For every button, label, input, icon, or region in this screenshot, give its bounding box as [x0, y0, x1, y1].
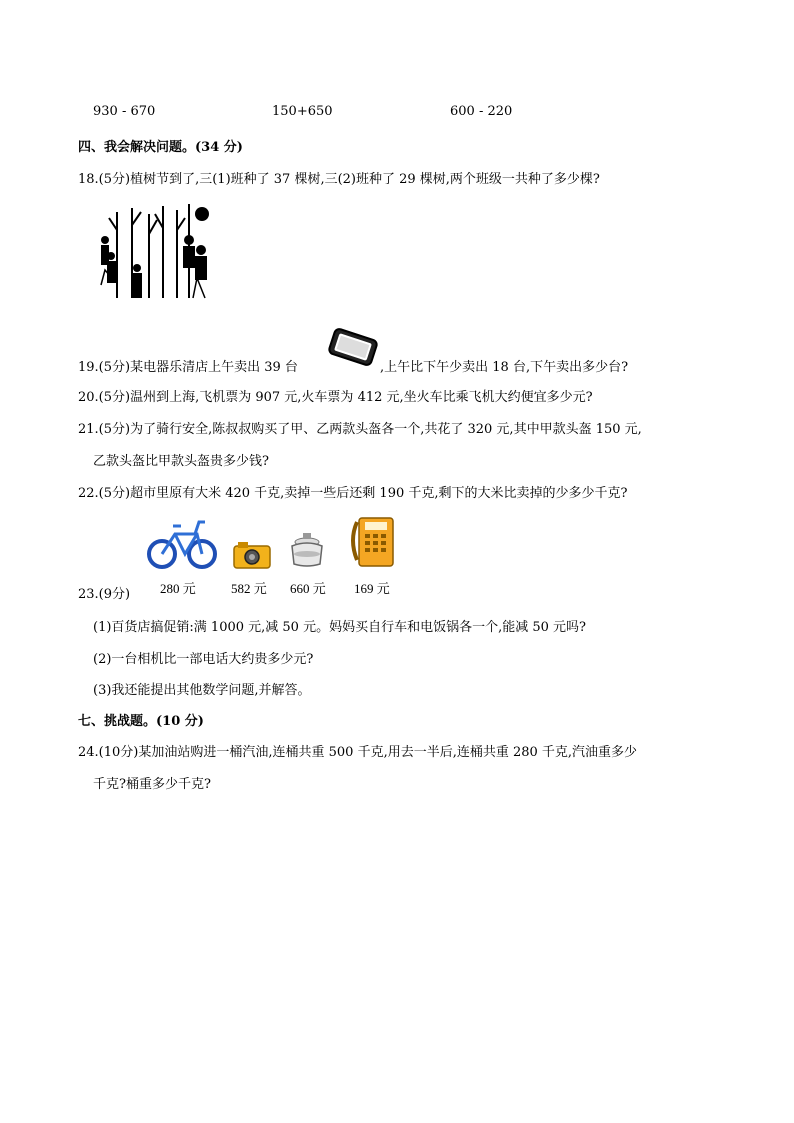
question-18: 18.(5分)植树节到了,三(1)班种了 37 棵树,三(2)班种了 29 棵树,两个班级一共种了多少棵?: [78, 172, 600, 187]
question-20: 20.(5分)温州到上海,飞机票为 907 元,火车票为 412 元,坐火车比乘飞机大约便宜多少元?: [78, 390, 593, 405]
question-22: 22.(5分)超市里原有大米 420 千克,卖掉一些后还剩 190 千克,剩下的大米比卖掉的少多少千克?: [78, 486, 628, 501]
question-23-sub3: (3)我还能提出其他数学问题,并解答。: [93, 683, 311, 698]
calc-item-3: 600 - 220: [450, 104, 513, 119]
telephone-icon: [349, 514, 397, 570]
question-23-sub1: (1)百货店搞促销:满 1000 元,减 50 元。妈妈买自行车和电饭锅各一个,能减 50 元吗?: [93, 620, 586, 635]
question-24-line2: 千克?桶重多少千克?: [93, 777, 211, 792]
question-24-line1: 24.(10分)某加油站购进一桶汽油,连桶共重 500 千克,用去一半后,连桶共重 280 千克,汽油重多少: [78, 745, 638, 760]
calc-item-2: 150+650: [272, 104, 333, 119]
bicycle-icon: [147, 512, 217, 572]
section-title-7: 七、挑战题。(10 分): [78, 714, 204, 729]
tree-planting-illustration: [97, 200, 222, 302]
price-telephone: 169 元: [354, 581, 390, 596]
question-19-part2: ,上午比下午少卖出 18 台,下午卖出多少台?: [380, 360, 629, 375]
price-bicycle: 280 元: [160, 581, 196, 596]
question-21-line1: 21.(5分)为了骑行安全,陈叔叔购买了甲、乙两款头盔各一个,共花了 320 元,其中甲款头盔 150 元,: [78, 422, 642, 437]
price-camera: 582 元: [231, 581, 267, 596]
smartphone-icon: [327, 324, 379, 370]
section-title-4: 四、我会解决问题。(34 分): [78, 140, 243, 155]
question-21-line2: 乙款头盔比甲款头盔贵多少钱?: [93, 454, 269, 469]
question-23-label: 23.(9分): [78, 587, 131, 602]
price-rice-cooker: 660 元: [290, 581, 326, 596]
calc-item-1: 930 - 670: [93, 104, 156, 119]
question-19-part1: 19.(5分)某电器乐清店上午卖出 39 台: [78, 360, 298, 375]
camera-icon: [232, 540, 272, 570]
question-23-sub2: (2)一台相机比一部电话大约贵多少元?: [93, 652, 314, 667]
rice-cooker-icon: [287, 530, 327, 570]
